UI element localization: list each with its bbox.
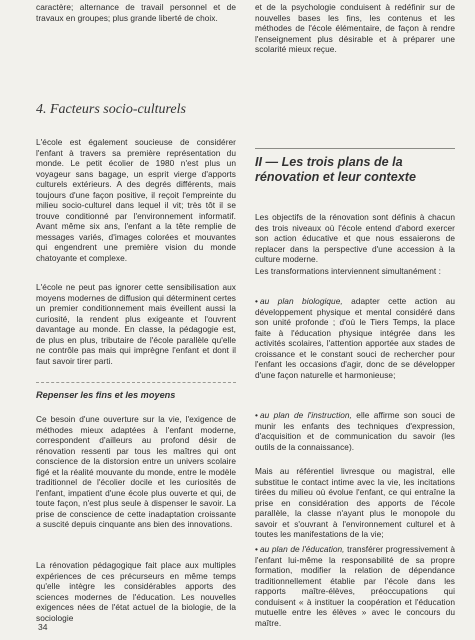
list-item-lead: au plan biologique, [259,296,343,306]
divider [255,148,455,149]
list-item-lead: au plan de l'instruction, [259,410,352,420]
paragraph: Les transformations interviennent simultanément : [255,266,441,276]
paragraph: L'école ne peut pas ignorer cette sensibilisation aux moyens modernes de diffusion qui déterminent certes un premier conditionnement mais éveillent aussi la curiosité, la rendent plus exigeante et l'ouvrent davantage au monde. En classe, la pédagogie est, de plus en plus, tributaire de l'école parallèle qu'elle ne contrôle pas mais qui imprègne l'enfant et dont il faut savoir tirer parti. [36,282,236,366]
page-number: 34 [38,622,48,632]
paragraph: Ce besoin d'une ouverture sur la vie, l'exigence de méthodes mieux adaptées à l'enfant moderne, correspondent d'ailleurs au profond désir de rénovation ressenti par tous les maîtres qui ont conscience de la distorsion entre un univers scolaire figé et la réalité mouvante du monde, entre le modèle traditionnel de l'écolier docile et les curiosités de l'enfant, impatient d'une école plus ouverte et qui, de toute façon, n'est plus seule à dispenser le savoir. La prise de conscience de cette inadaptation croissante a suscité depuis cinquante ans bien des innovations. [36,414,236,529]
list-item-text: transférer progressivement à l'enfant lui-même la responsabilité de sa propre formation, modifier la relation de dépendance traditionnellement établie par l'école dans les rapports maître-élèves, préoccupations qui conduisent « à instituer la coopération et l'éducation mutuelle entre les élèves » avec le concours du maître. [255,544,455,628]
main-heading: II — Les trois plans de la rénovation et leur contexte [255,155,416,184]
paragraph: caractère; alternance de travail personnel et de travaux en groupes; plus grande liberté de choix. [36,2,236,23]
list-item [255,296,455,380]
bullet-icon: • [255,296,258,306]
paragraph: Les objectifs de la rénovation sont définis à chacun des trois niveaux où l'école entend d'abord exercer son action éducative et que nous essaierons de replacer dans la perspective d'une accession à la culture moderne. [255,212,455,264]
paragraph: et de la psychologie conduisent à redéfinir sur de nouvelles bases les fins, les contenus et les méthodes de l'école élémentaire, de façon à rendre l'enseignement plus désirable et à préparer une scolarité mieux reçue. [255,2,455,54]
subheading: Repenser les fins et les moyens [36,390,176,400]
list-item-lead: au plan de l'éducation, [259,544,345,554]
section-heading: 4. Facteurs socio-culturels [36,102,186,117]
bullet-icon: • [255,544,258,554]
bullet-icon: • [255,410,258,420]
list-item-text: adapter cette action au développement physique et mental considéré dans son unité profonde ; d'où le Tiers Temps, la place faite à l'éducation physique intégrée dans les activités scolaires, l'attention apportée aux stades de croissance et le constant souci de rechercher pour l'enfant les occasions d'agir, donc de se développer d'une façon naturelle et harmonieuse; [255,296,455,380]
paragraph: L'école est également soucieuse de considérer l'enfant à travers sa première représentation du monde. Le petit écolier de 1980 n'est plus un voyageur sans bagage, un esprit vierge d'apports culturels extérieurs. A des degrés différents, mais toujours d'une façon positive, il reçoit l'empreinte du milieu socio-culturel dans lequel il vit; très tôt il se trouve conditionné par l'environnement informatif. Avant même six ans, l'enfant a la tête remplie de messages variés, d'images colorées et mouvantes qui engendrent une première vision du monde chatoyante et complexe. [36,137,236,263]
paragraph: Mais au référentiel livresque ou magistral, elle substitue le contact intime avec la vie, les incitations tirées du milieu où évolue l'enfant, ce qui entraîne la prise en considération des apports de l'école parallèle, la classe n'ayant plus le monopole du savoir et s'ouvrant à l'environnement culturel et à toutes les manifestations de la vie; [255,466,455,539]
list-item [255,410,455,452]
list-item-text: elle affirme son souci de munir les enfants des techniques d'expression, d'acquisition et de communication du savoir (les outils de la connaissance). [255,410,455,452]
divider [36,382,236,383]
paragraph: La rénovation pédagogique fait place aux multiples expériences de ces précurseurs en même temps qu'elle intègre les considérables apports des sciences modernes de l'éducation. Les nouvelles exigences nées de l'état actuel de la biologie, de la sociologie [36,560,236,623]
list-item [255,544,455,628]
